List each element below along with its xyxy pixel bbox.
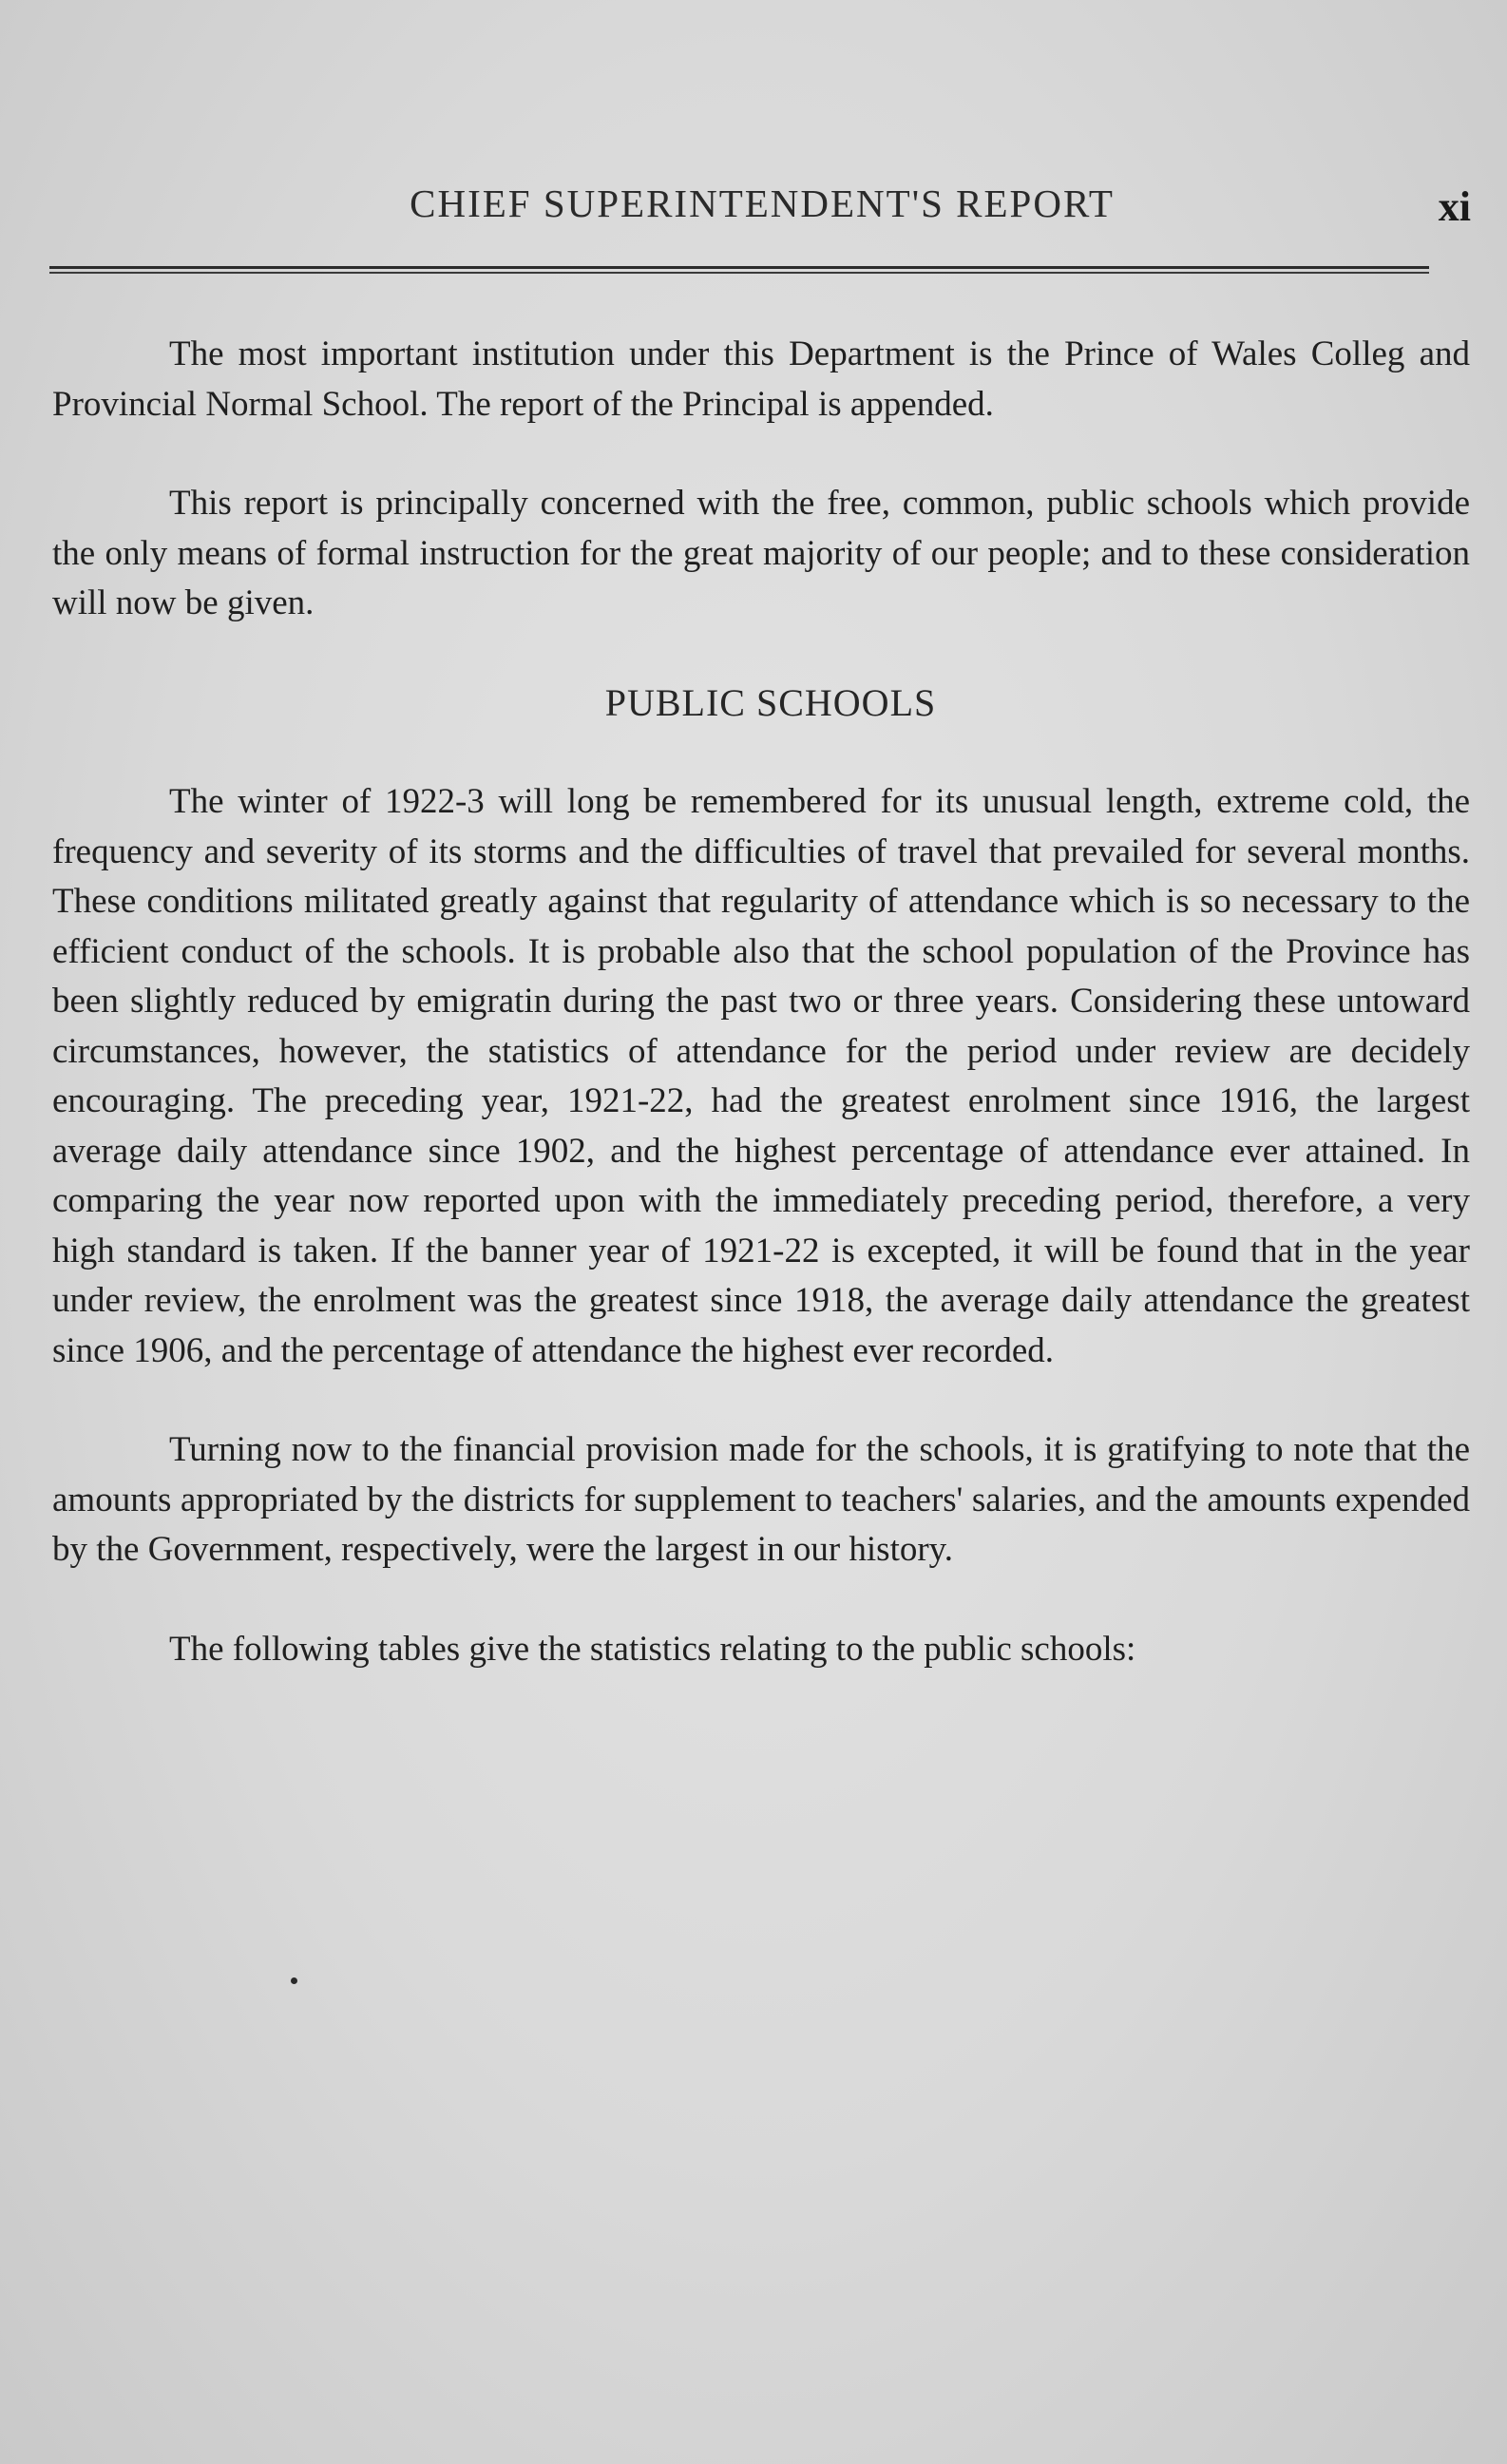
paragraph-financial-provision: Turning now to the financial provision made for the schools, it is gratifying to note that the amounts appropriated by the districts for supplement to teachers' salaries, and the amounts expended by the Government, respectively, were the largest in our history. (52, 1430, 1470, 1569)
header-rule (49, 266, 1429, 276)
paragraph-tables-intro: The following tables give the statistics relating to the public schools: (169, 1629, 1136, 1669)
paragraph-spacer (52, 1376, 1470, 1425)
paragraph-public-schools-intro: This report is principally concerned with the free, common, public schools which provide the only means of formal instruction for the great majority of our people; and to these consideration will now be given. (52, 484, 1470, 622)
paragraph-spacer (52, 728, 1470, 777)
paragraph-attendance: The winter of 1922-3 will long be remembered for its unusual length, extreme cold, the frequency and severity of its storms and the difficulties of travel that prevailed for several months. These conditions militated greatly against that regularity of attendance which is so necessary to the efficient conduct of the schools. It is probable also that the school population of the Province has been slightly reduced by emigratin during the past two or three years. Considering these untoward circumstances, however, the statistics of attendance for the period under review are decidely encouraging. The preceding year, 1921-22, had the greatest enrolment since 1916, the largest average daily attendance since 1902, and the highest percentage of attendance ever attained. In comparing the year now reported upon with the immediately preceding period, therefore, a very high standard is taken. If the banner year of 1921-22 is excepted, it will be found that in the year under review, the enrolment was the greatest since 1918, the average daily attendance the greatest since 1906, and the percentage of attendance the highest ever recorded. (52, 782, 1470, 1370)
page-number: xi (1438, 183, 1471, 230)
running-title: CHIEF SUPERINTENDENT'S REPORT (410, 181, 1115, 225)
page-header (0, 181, 1507, 238)
paragraph-spacer (52, 430, 1470, 479)
header-rule-top (49, 266, 1429, 269)
header-rule-bottom (49, 272, 1429, 274)
paragraph-prince-of-wales-college: The most important institution under this Department is the Prince of Wales Colleg and Provincial Normal School. The report of the Principal is appended. (52, 334, 1470, 424)
body-text (52, 330, 1470, 1674)
paragraph-spacer (52, 1576, 1470, 1625)
section-heading-public-schools: PUBLIC SCHOOLS (604, 680, 937, 724)
paragraph-spacer (52, 629, 1470, 678)
ink-speck (291, 1977, 297, 1984)
